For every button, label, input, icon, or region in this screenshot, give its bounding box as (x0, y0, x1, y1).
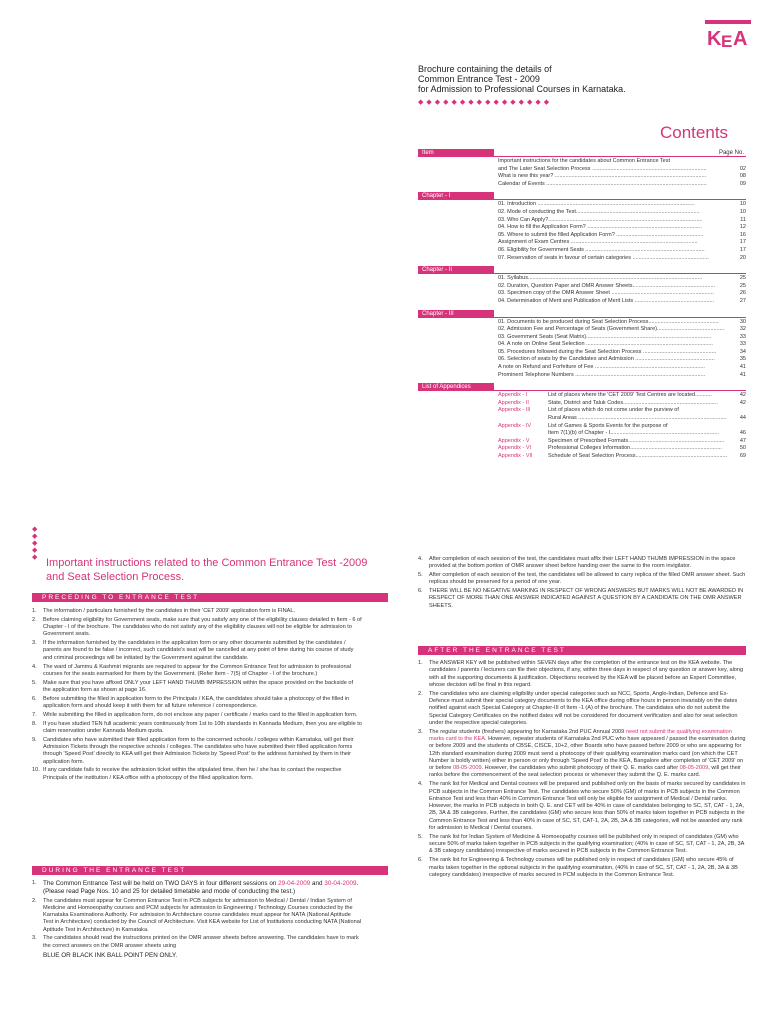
appendix-label: Appendix - II (498, 399, 529, 406)
toc-entry-title: A note on Refund and Forfeiture of Fee ........................................................................ (498, 364, 705, 371)
toc-row (498, 349, 746, 357)
item-text: Candidates who have submitted their filled application form to the concerned schools / colleges within Karnataka, will get their Admission Tickets through the respective schools / colleges. The candidates who have submitted their filled application forms through 'Speed Post' directly to KEA will get their Admission Tickets by 'Speed Post' to the address furnished by them in their application form. (43, 736, 354, 765)
brochure-line: Common Entrance Test - 2009 (418, 74, 540, 84)
toc-chapter-label: Chapter - III (418, 310, 494, 318)
appendix-label: Appendix - III (498, 407, 531, 414)
list-item (32, 737, 362, 766)
list-item (418, 572, 748, 587)
toc-row (498, 217, 746, 225)
item-text: The rank list for Indian System of Medicine & Homoeopathy courses will be published only in respect of candidates (GM) who secure 50% of marks taken together in PCB subjects in the qualifying examination; (40% in case of SC, ST, CAT - 1, 2A, 2B, 3A & 3B category candidates) irrespective of marks secured in PCB subjects in the Common Entrance Test. (429, 833, 745, 855)
brochure-heading (418, 64, 626, 94)
item-text: After completion of each session of the test, the candidates must affix their LEFT HAND THUMB IMPRESSION in the space provided at the bottom portion of OMR answer sheet before handing over the same to the room invigilator. (429, 556, 736, 570)
list-item (32, 696, 362, 711)
toc-row (498, 445, 746, 453)
toc-row (498, 453, 746, 461)
list-item (32, 712, 362, 719)
toc-entry-title: 07. Reservation of seats in favour of certain categories .................................................. (498, 254, 709, 261)
list-item: 3. The regular students (freshers) appearing for Karnataka 2nd PUC Annual 2009 need not submit the qualifying examination marks card to the KEA. However, repeater students of Karnataka 2nd PUC who have appeared / passed the examination during or before 2009 and the students of CBSE, CISCE, 10+2, other Boards who have passed before 2009 or who are appearing for 12th standard examination during 2009 must send a photocopy of their qualifying examination marks card (on which the CET Number is boldly written) either in person or only through 'Speed Post' to the KEA, Bangalore after completion of 'CET 2009' on or before 08-05-2009. However, the candidates who submit photocopy of their Q. E. marks card after 08-05-2009, will get their ranks before the commencement of the seat selection process or whenever they submit the Q. E. marks card. (418, 728, 746, 779)
toc-entry-title: 02. Mode of conducting the Test................................................................................. (498, 208, 700, 215)
list-item (32, 935, 362, 950)
toc-entry-title: 04. Determination of Merit and Publication of Merit Lists .................................................... (498, 297, 715, 304)
toc-row (498, 181, 746, 189)
during-section-bar: DURING THE ENTRANCE TEST (32, 866, 388, 875)
toc-row (498, 298, 746, 306)
toc-header (418, 149, 746, 158)
date-highlight: 30-04-2009 (324, 880, 357, 887)
toc-row (498, 364, 746, 372)
toc-entry-page: 41 (739, 364, 746, 371)
toc-entry-title: Item 7(1)(b) of Chapter - I....................................................................... (548, 430, 719, 437)
toc-entry-title: 04. How to fill the Application Form? ........................................................................... (498, 224, 702, 231)
toc-entry-page: 20 (739, 254, 746, 261)
toc-entry-page: 30 (739, 318, 746, 325)
pen-instruction: BLUE OR BLACK INK BALL POINT PEN ONLY. (43, 951, 178, 959)
toc-row (498, 247, 746, 255)
toc-entry-title: 03. Specimen copy of the OMR Answer Sheet ................................................................... (498, 290, 714, 297)
toc-entry-title: Prominent Telephone Numbers ..................................................................................... (498, 371, 706, 378)
toc-entry-page: 12 (739, 224, 746, 231)
toc-entry-page: 47 (739, 437, 746, 444)
appendix-label: Appendix - VI (498, 445, 532, 452)
important-title: Important instructions related to the Common Entrance Test -2009 and Seat Selection Process. (46, 557, 368, 583)
item-number: 10. (32, 767, 40, 774)
toc-rule (494, 156, 746, 157)
appendix-label: Appendix - IV (498, 422, 532, 429)
date-highlight: 29-04-2009 (278, 880, 311, 887)
item-text: The rank list for Engineering & Technology courses will be published only in respect of candidates (GM) who secure 45% of marks taken together in the optional subjects in the qualifying examination, (40% in case of SC, ST, CAT - 1, 2A, 2B, 3A & 3B category candidates) irrespective of marks secured in PCM subjects in the Common Entrance Test. (429, 857, 738, 878)
list-item (32, 767, 362, 782)
item-text: The candidates who are claiming eligibility under special categories such as NCC, Sports, Anglo-Indian, Defence and Ex-Defence must submit their special category documents to the KEA office during office hours in person invariably on the dates notified against each Special Category at Chapter-III of Item -1 (A) of the brochure. The candidates who do not submit the Special Category Certificates on the notified dates will not be considered for document verification and also for seat selection under the respective special categories. (429, 690, 738, 726)
toc-entry-title: 06. Eligibility for Government Seats .............................................................................. (498, 246, 705, 253)
toc-row (498, 158, 746, 166)
item-text: After completion of each session of the test, the candidates will be allowed to carry replica of the filled OMR answer sheet. Such replicas should be preserved for a period of one year. (429, 572, 746, 586)
toc-item-label: Item (418, 149, 494, 157)
item-number: 6. (418, 857, 423, 864)
toc-entry-title: Specimen of Prescribed Formats............................................................... (548, 437, 725, 444)
appendix-label (498, 430, 548, 438)
list-item (418, 556, 748, 571)
toc-entry-title: 01. Syllabus.................................................................................................................. (498, 275, 703, 282)
toc-entry-page: 32 (739, 326, 746, 333)
item-number: 4. (32, 663, 37, 670)
item-number: 1. (32, 608, 37, 614)
toc-entry-page: 10 (739, 208, 746, 215)
toc-sections (418, 192, 746, 383)
toc-entry-title: State, District and Taluk Codes.............................................................. (548, 399, 718, 406)
item-text: The ANSWER KEY will be published within SEVEN days after the completion of the entrance test on the KEA website. The candidates / parents / lecturers can file their objections, if any, within three days in respect of any question or answer key, along with all the supporting documents & justification. Objections received by the KEA will be placed before an Expert Committee, whose decision will be final in this regard. (429, 660, 744, 688)
item-number: 6. (32, 695, 37, 702)
toc-entry-page (736, 423, 746, 431)
item-text: Before claiming eligibility for Government seats, make sure that you satisfy any one of the eligibility clauses detailed in Item - 6 of Chapter - I of the brochure. The candidates who do not satisfy any of the eligibility clauses will not be eligible for admission to Government seats. (43, 616, 362, 638)
toc-entry-page: 17 (739, 246, 746, 253)
toc-row (498, 173, 746, 181)
toc-chapter-header (418, 266, 746, 275)
appendix-label (498, 415, 548, 423)
toc-entry-title: 05. Where to submit the filled Application Form? ......................................................... (498, 231, 704, 238)
item-text: Make sure that you have affixed ONLY your LEFT HAND THUMB IMPRESSION within the space provided on the backside of the application form as shown at page 16. (43, 679, 354, 693)
toc-entry-title: 02. Admission Fee and Percentage of Seats (Government Share)............................................ (498, 326, 725, 333)
item-number: 6. (418, 588, 423, 595)
toc-row (498, 407, 746, 415)
after-list (418, 660, 748, 881)
toc-entry-title: 02. Duration, Question Paper and OMR Answer Sheets...................................................... (498, 282, 716, 289)
after-section-bar: AFTER THE ENTRANCE TEST (418, 646, 746, 655)
item-text: If any candidate fails to receive the admission ticket within the stipulated time, then he / she has to contact the respective Principals of the institution / KEA office with a photocopy of the filled application form. (43, 767, 342, 781)
item-number: 1. (418, 660, 423, 666)
toc-entry-page: 69 (739, 453, 746, 459)
toc-row (498, 239, 746, 247)
item-text: The candidates should read the instructions printed on the OMR answer sheets before answering. The candidates have to mark the correct answers on the OMR answer sheets using (43, 935, 359, 949)
list-item (32, 721, 362, 736)
toc-entry-page: 11 (740, 216, 746, 223)
diamond-divider: ◆◆◆◆◆◆◆◆◆◆◆◆◆◆◆◆ (418, 99, 553, 106)
toc-entry-page: 46 (739, 430, 746, 437)
item-text: If the information furnished by the candidates in the application form or any other documents submitted by the candidates / parents are found to be false / incorrect, such candidate's seat will be cancelled at any point of time during his course of study and criminal proceedings will be initiated by the Government against the candidate. (43, 640, 354, 661)
list-item (32, 664, 362, 679)
toc-entry-page: 34 (739, 348, 746, 355)
toc-entry-page: 42 (739, 392, 746, 399)
toc-entry-page: 16 (739, 231, 746, 238)
brochure-line: for Admission to Professional Courses in Karnataka. (418, 84, 626, 94)
toc-row (498, 319, 746, 327)
toc-appendix-label: List of Appendices (418, 383, 494, 391)
toc-entry-title: List of places where the 'CET 2009' Test Centres are located........... (548, 392, 712, 399)
toc-rule (494, 199, 746, 200)
toc-entry-page: 02 (739, 165, 746, 172)
toc-row (498, 334, 746, 342)
toc-row (498, 430, 746, 438)
toc-row (498, 326, 746, 334)
toc-chapter-header (418, 192, 746, 201)
toc-entry-page (736, 407, 746, 415)
toc-entry-title: Assignment of Exam Centres ................................................................................... (498, 239, 698, 246)
after-rest (418, 781, 748, 879)
toc-row (498, 166, 746, 174)
item-text: Before submitting the filled in application form to the Principals / KEA, the candidates should take a photocopy of the filled in application form and should keep it with them for all future reference / correspondence. (43, 695, 350, 710)
toc-entry-title: Schedule of Seat Selection Process............................................................ (548, 453, 728, 459)
preceding-list (32, 608, 362, 784)
toc-rule (494, 273, 746, 274)
toc-entry-page: 33 (739, 333, 746, 340)
toc-row (498, 290, 746, 298)
item-number: 4. (418, 556, 423, 562)
toc-entry-title: List of places which do not come under the purview of (548, 407, 679, 414)
toc-entry-title: 01. Introduction ....................................................................................................... (498, 201, 695, 208)
item-number: 2. (32, 616, 37, 623)
item-text: If you have studied TEN full academic years continuously from 1st to 10th standards in Kannada Medium, then you are eligible to claim reservation under Kannada Medium quota. (43, 720, 362, 734)
toc-row (498, 232, 746, 240)
toc-entry-title: List of Games & Sports Events for the purpose of (548, 422, 668, 429)
toc-entry-page (736, 158, 746, 166)
toc-chapter-header (418, 310, 746, 319)
list-item (418, 691, 748, 727)
toc-entry-title: 01. Documents to be produced during Seat Selection Process.............................................. (498, 318, 719, 325)
toc-entry-title: What is new this year? ................................................................................................... (498, 173, 707, 180)
toc-entry-page: 42 (739, 399, 746, 406)
appendix-label: Appendix - I (498, 392, 528, 399)
list-item (418, 588, 748, 610)
toc-entry-page: 26 (739, 290, 746, 297)
list-item (32, 617, 362, 639)
item-number: 7. (32, 711, 37, 718)
list-item (32, 640, 362, 662)
toc-entry-title: 05. Procedures followed during the Seat Selection Process ................................................ (498, 348, 717, 355)
toc-entry-title: Calendar of Events ......................................................................................................... (498, 180, 707, 187)
logo-letter-e: E (721, 32, 733, 51)
toc-entry-title: 03. Who Can Apply?..................................................................................................... (498, 216, 703, 223)
toc-entry-page: 27 (739, 297, 746, 304)
toc-row (498, 415, 746, 423)
list-item: 1. The Common Entrance Test will be held on TWO DAYS in four different sessions on 29-04-2009 and 30-04-2009. (Please read Page Nos. 10 and 25 for detailed timetable and mode of conducting the test.) (32, 880, 359, 895)
item-text: THERE WILL BE NO NEGATIVE MARKING IN RESPECT OF WRONG ANSWERS BUT MARKS WILL NOT BE AWARDED IN RESPECT OF MORE THAN ONE ANSWER INDICATED AGAINST A QUESTION BY A CANDIDATE ON THE OMR ANSWER SHEETS. (429, 588, 744, 609)
toc-row (498, 283, 746, 291)
appendix-label: Appendix - V (498, 437, 530, 444)
date-highlight: 08-05-2009 (679, 765, 709, 772)
toc-entry-title: and The Later Seat Selection Process ........................................................................... (498, 165, 707, 172)
item-number: 5. (418, 833, 423, 840)
logo-letter-a: A (733, 28, 748, 50)
toc-entry-page: 50 (739, 445, 746, 452)
toc-page-label: Page No. (718, 150, 744, 156)
list-item (418, 660, 748, 689)
list-item (418, 834, 748, 856)
toc-entry-page: 10 (739, 201, 746, 208)
toc-row (498, 209, 746, 217)
toc-row (498, 372, 746, 380)
item-text: The ward of Jammu & Kashmiri migrants are required to appear for the Common Entrance Test for admission to professional courses for the seats earmarked for them by the Government. (Refer Item - 7(5) of Chapter - I of the brochure.) (43, 663, 352, 677)
test-instructions-list (418, 556, 748, 612)
list-item (418, 781, 748, 832)
toc-entry-page: 25 (739, 282, 746, 289)
item-number: 5. (32, 679, 37, 686)
item-number: 8. (32, 720, 37, 727)
date-highlight: 08-05-2009 (452, 765, 482, 772)
toc-entry-title: Important instructions for the candidates about Common Entrance Test (498, 158, 671, 164)
toc-entry-page: 17 (739, 239, 746, 246)
item-text: The rank list for Medical and Dental courses will be prepared and published only on the basis of marks secured by candidates in PCB subjects in the Common Entrance Test. The candidates who secure 50% (GM) of marks in PCB subjects in the Common Entrance Test and less than 40% in Common Entrance Test will only be eligible for assignment of Medical / Dental ranks. However, the marks in PCB subjects in both Q. E. and CET will be 40% in case of candidates belonging to SC, ST, CAT - 1, 2A, 2B, 3A & 3B categories. Further, the candidates (GM) who secure less than 50% of marks taken together in PCB subjects in the Common Entrance Test and less than 40% in case of SC, ST, CAT-1, 2A, 2B, 3A & 3B categories, will not be awarded any rank for admission to Medical / Dental courses. (429, 781, 746, 832)
during-list (32, 880, 362, 960)
toc-row (498, 400, 746, 408)
item-number: 5. (418, 572, 423, 579)
toc-row (498, 275, 746, 283)
toc-row (498, 423, 746, 431)
toc-entry-page: 35 (739, 356, 746, 363)
table-of-contents (418, 149, 746, 461)
toc-row (498, 438, 746, 446)
toc-appendices (418, 392, 746, 460)
toc-entry-title: 06. Selection of seats by the Candidates and Admission .................................................... (498, 356, 715, 363)
during-rest (32, 898, 362, 951)
toc-entry-page: 25 (739, 275, 746, 282)
item-text: The information / particulars furnished by the candidates in their 'CET 2009' application form is FINAL. (43, 608, 296, 614)
toc-row (498, 392, 746, 400)
toc-appendix-header (418, 383, 746, 392)
toc-rule (494, 317, 746, 318)
item-number: 9. (32, 736, 37, 743)
highlight-text: need not submit the qualifying examination marks card to the KEA. (429, 728, 732, 742)
list-item (32, 680, 362, 695)
list-item (32, 608, 362, 615)
logo-letter-k: K (707, 28, 722, 50)
toc-entry-page: 33 (739, 341, 746, 348)
toc-chapter-label: Chapter - I (418, 192, 494, 200)
toc-entry-page: 08 (739, 173, 746, 180)
toc-intro (418, 158, 746, 192)
list-item (32, 898, 362, 934)
toc-entry-page: 41 (739, 371, 746, 378)
toc-row (498, 255, 746, 263)
list-item (418, 857, 748, 879)
toc-row (498, 341, 746, 349)
item-text: While submitting the filled in application form, do not enclose any paper / certificate / marks card to the filled in application form. (43, 711, 358, 718)
item-number: 3. (32, 935, 37, 942)
item-number: 4. (418, 781, 423, 788)
appendix-label: Appendix - VII (498, 453, 533, 459)
toc-entry-page: 44 (739, 415, 746, 422)
after-first (418, 660, 748, 727)
toc-entry-title: Professional Colleges Information............................................................ (548, 445, 722, 452)
diamond-column: ◆ ◆ ◆ ◆ ◆ (32, 526, 38, 561)
toc-entry-title: 04. A note on Online Seat Selection ................................................................................... (498, 341, 713, 348)
preceding-section-bar: PRECEDING TO ENTRANCE TEST (32, 593, 388, 602)
toc-entry-title: Rural Areas ................................................................................................. (548, 415, 727, 422)
toc-rule (494, 390, 746, 391)
toc-entry-title: 03. Government Seats (Seat Matrix).................................................................................. (498, 333, 712, 340)
toc-row (498, 201, 746, 209)
contents-title: Contents (660, 123, 729, 142)
toc-chapter-label: Chapter - II (418, 266, 494, 274)
item-text: The candidates must appear for Common Entrance Test in PCB subjects for admission to Medical / Dental / Indian System of Medicine and Homoeopathy courses and PCM subjects for admission to Engineering / Technology Courses conducted by the Karnataka Examinations Authority. For admission to Architecture course candidates must appear for NATA (National Aptitude Test in Architecture) conducted by the Council of Architecture. Visit KEA website for List of Institutions conducting NATA (National Aptitude Test in Architecture) in Karnataka. (43, 897, 362, 933)
logo-stripe (705, 20, 751, 24)
item-number: 2. (418, 690, 423, 697)
toc-row (498, 356, 746, 364)
toc-entry-page: 09 (739, 180, 746, 187)
brochure-line: Brochure containing the details of (418, 64, 552, 74)
kea-logo (705, 20, 751, 54)
item-number: 3. (32, 640, 37, 647)
toc-row (498, 224, 746, 232)
item-number: 2. (32, 897, 37, 904)
